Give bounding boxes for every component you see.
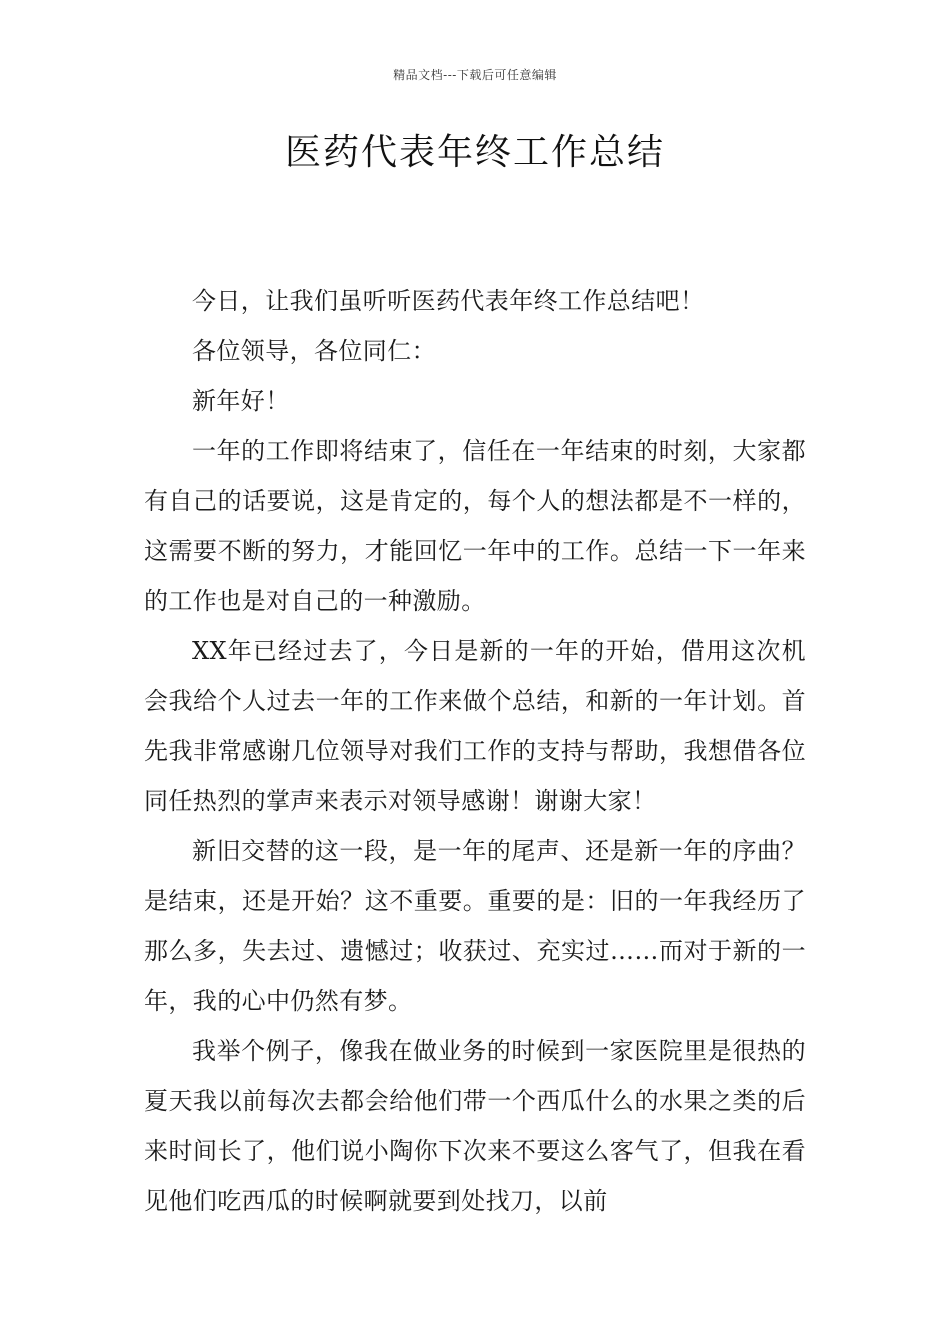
document-body: [144, 276, 806, 1226]
paragraph-body: 我举个例子，像我在做业务的时候到一家医院里是很热的夏天我以前每次去都会给他们带一个西瓜什么的水果之类的后来时间长了，他们说小陶你下次来不要这么客气了，但我在看见他们吃西瓜的时候啊就要到处找刀，以前: [144, 1037, 806, 1215]
header-note: 精品文档---下载后可任意编辑: [393, 68, 557, 82]
document-title: 医药代表年终工作总结: [284, 132, 665, 173]
paragraph-body: XX年已经过去了，今日是新的一年的开始，借用这次机会我给个人过去一年的工作来做个总结，和新的一年计划。首先我非常感谢几位领导对我们工作的支持与帮助，我想借各位同任热烈的掌声来表示对领导感谢！谢谢大家！: [144, 637, 806, 815]
paragraph-salutation: 各位领导，各位同仁：: [192, 337, 436, 365]
paragraph-intro: 今日，让我们虽听听医药代表年终工作总结吧！: [192, 287, 705, 315]
paragraph-body: 一年的工作即将结束了，信任在一年结束的时刻，大家都有自己的话要说，这是肯定的，每个人的想法都是不一样的，这需要不断的努力，才能回忆一年中的工作。总结一下一年来的工作也是对自己的一种激励。: [144, 437, 806, 615]
paragraph-body: 新旧交替的这一段，是一年的尾声、还是新一年的序曲？是结束，还是开始？这不重要。重要的是：旧的一年我经历了那么多，失去过、遗憾过；收获过、充实过……而对于新的一年，我的心中仍然有梦。: [144, 837, 806, 1015]
paragraph-greeting: 新年好！: [192, 387, 290, 415]
